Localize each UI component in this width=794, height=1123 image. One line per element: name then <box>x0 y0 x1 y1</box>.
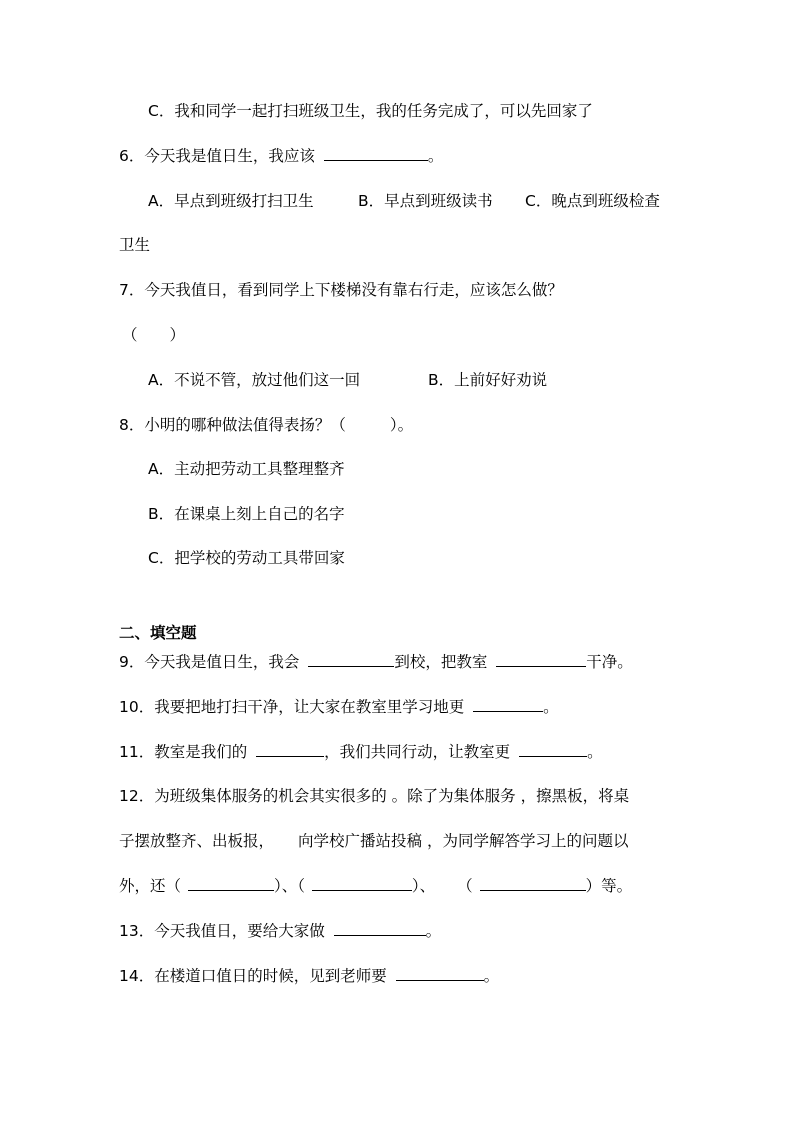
q7-bracket-open: （ <box>122 326 138 344</box>
q9-blank-1 <box>308 652 394 667</box>
q11-text-2: ，我们共同行动，让教室更 <box>324 743 511 761</box>
question-10 <box>119 697 559 717</box>
q12-text-3c: ）、 <box>411 877 436 895</box>
q12-blank-2 <box>312 876 412 891</box>
q8-option-c: C．把学校的劳动工具带回家 <box>148 549 345 567</box>
q6-stem: 6．今天我是值日生，我应该 <box>119 147 315 165</box>
q6-blank <box>324 146 428 161</box>
q11-blank-2 <box>519 742 587 757</box>
q5-option-c: C．我和同学一起打扫班级卫生，我的任务完成了，可以先回家了 <box>148 102 593 120</box>
question-14 <box>119 966 499 986</box>
q10-text-1: 10．我要把地打扫干净，让大家在教室里学习地更 <box>119 698 465 716</box>
q7-bracket-close: ） <box>169 326 186 344</box>
q10-text-2: 。 <box>543 698 559 716</box>
q9-text-1: 9．今天我是值日生，我会 <box>119 653 300 671</box>
q13-blank <box>334 921 426 936</box>
q7-option-a: A．不说不管，放过他们这一回 <box>148 371 361 389</box>
question-8 <box>119 415 413 435</box>
section-title: 二、填空题 <box>119 624 197 642</box>
q12-text-2a: 子摆放整齐、出板报， <box>119 832 275 850</box>
q9-blank-2 <box>496 652 586 667</box>
q6-option-a: A．早点到班级打扫卫生 <box>148 192 314 210</box>
q12-blank-1 <box>188 876 274 891</box>
q7-stem: 7．今天我值日，看到同学上下楼梯没有靠右行走，应该怎么做？ <box>119 281 563 299</box>
q12-text-3e: ）等。 <box>585 877 633 895</box>
q9-text-2: 到校，把教室 <box>394 653 488 671</box>
q8-stem: 8．小明的哪种做法值得表扬？（ <box>119 416 346 434</box>
q11-blank-1 <box>256 742 324 757</box>
q6-option-c-cont: 卫生 <box>119 236 151 254</box>
q10-blank <box>473 697 543 712</box>
question-9 <box>119 652 633 672</box>
q14-blank <box>396 966 484 981</box>
q13-text-1: 13．今天我值日，要给大家做 <box>119 922 325 940</box>
q12-blank-3 <box>480 876 586 891</box>
question-11 <box>119 742 603 762</box>
q11-text-3: 。 <box>587 743 603 761</box>
q13-text-2: 。 <box>425 922 442 940</box>
question-6 <box>119 146 443 166</box>
q11-text-1: 11．教室是我们的 <box>119 743 248 761</box>
q12-line-2 <box>119 831 628 851</box>
q14-text-1: 14．在楼道口值日的时候，见到老师要 <box>119 967 387 985</box>
q6-option-b: B．早点到班级读书 <box>358 192 493 210</box>
q6-option-c: C．晚点到班级检查 <box>525 192 660 210</box>
q12-line-3 <box>119 876 632 896</box>
q6-end: 。 <box>427 147 444 165</box>
q9-text-3: 干净。 <box>586 653 633 671</box>
q12-text-3a: 外，还（ <box>119 877 182 895</box>
q14-text-2: 。 <box>483 967 500 985</box>
q8-option-a: A．主动把劳动工具整理整齐 <box>148 460 345 478</box>
q12-text-3d: （ <box>457 877 473 895</box>
q8-end: ）。 <box>389 416 414 434</box>
q8-option-b: B．在课桌上刻上自己的名字 <box>148 505 345 523</box>
q12-text-2b: 向学校广播站投稿 ，为同学解答学习上的问题以 <box>298 832 629 850</box>
q12-text-3b: ）、（ <box>273 877 305 895</box>
question-13 <box>119 921 441 941</box>
q7-option-b: B．上前好好劝说 <box>428 371 548 389</box>
q12-line-1: 12．为班级集体服务的机会其实很多的 。除了为集体服务 ，擦黑板，将桌 <box>119 787 630 805</box>
q7-answer-bracket <box>122 325 185 345</box>
